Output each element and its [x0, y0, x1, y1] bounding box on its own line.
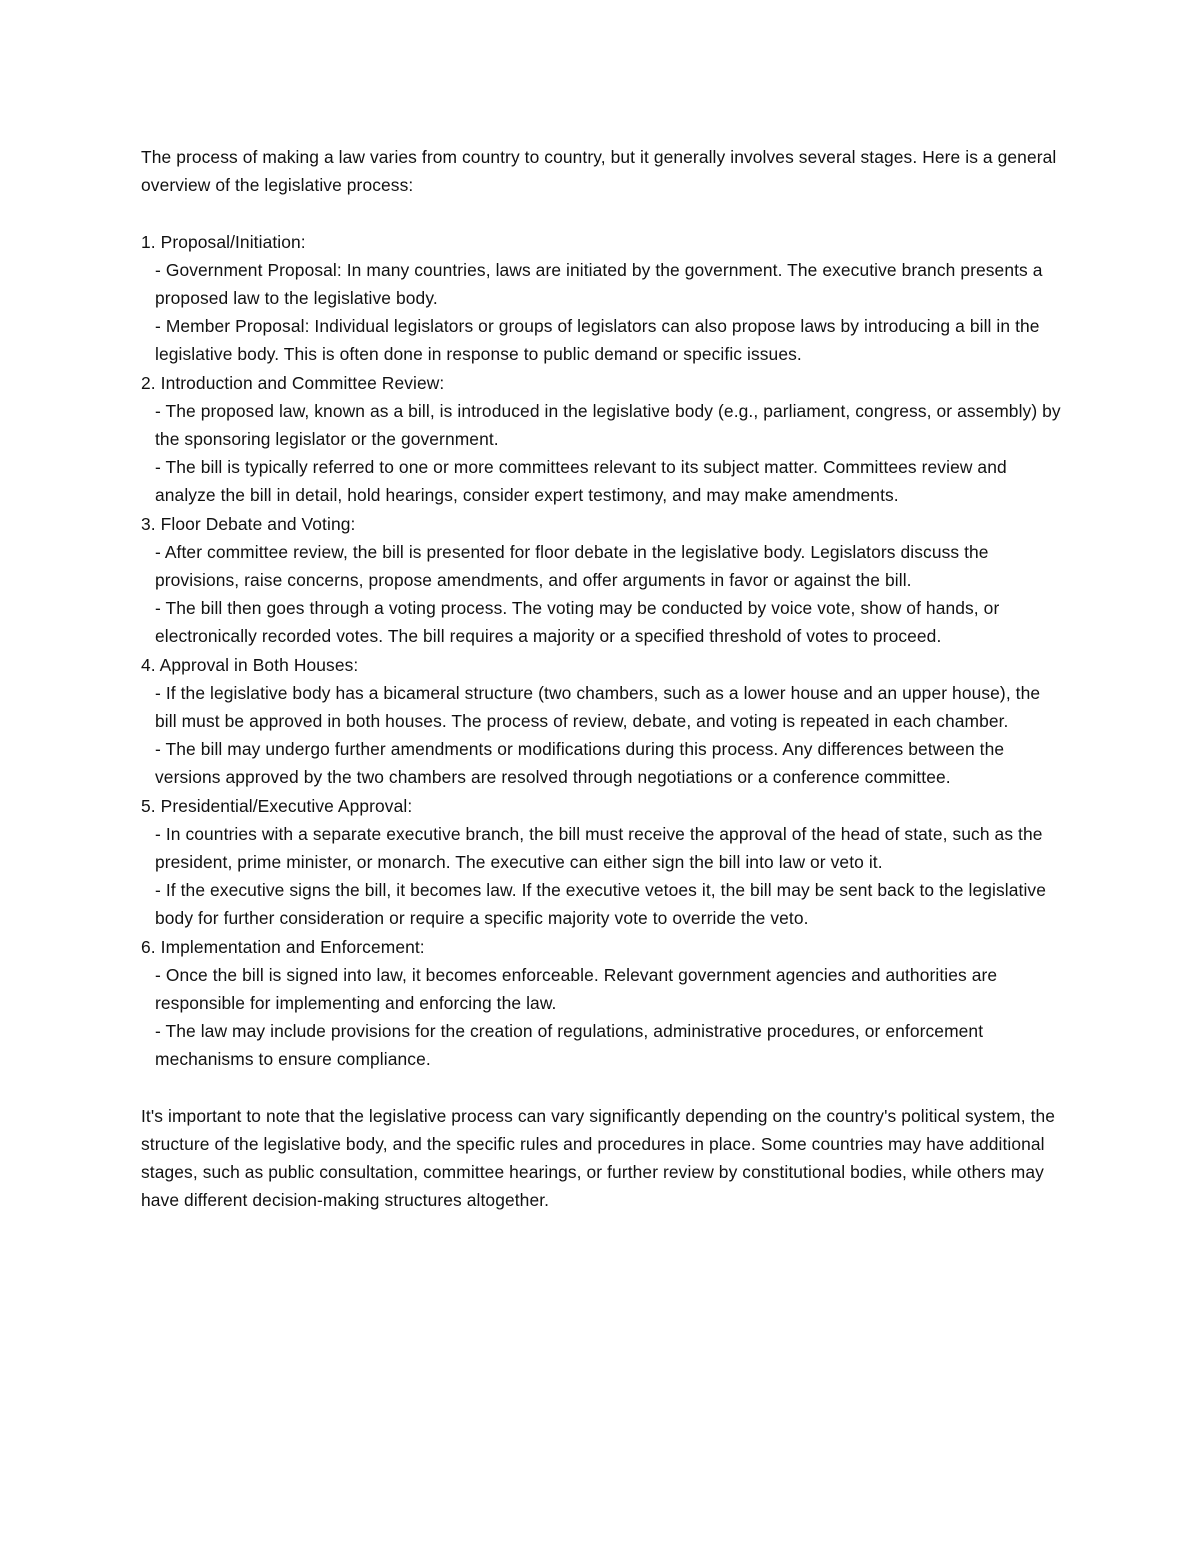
section-bullet: - The bill then goes through a voting process. The voting may be conducted by voice vote, show of hands, or electronically recorded votes. The bill requires a majority or a specified threshold of votes to proceed. — [155, 598, 1000, 647]
section-introduction-committee — [141, 369, 1061, 510]
intro-paragraph: The process of making a law varies from country to country, but it generally involves several stages. Here is a general overview of the legislative process: — [141, 147, 1057, 196]
section-approval-both-houses — [141, 651, 1061, 792]
section-heading: 6. Implementation and Enforcement: — [141, 936, 425, 957]
section-bullet: - Government Proposal: In many countries, laws are initiated by the government. The executive branch presents a proposed law to the legislative body. — [155, 259, 1043, 308]
paragraph-gap — [141, 199, 1061, 227]
section-bullet: - The proposed law, known as a bill, is introduced in the legislative body (e.g., parliament, congress, or assembly) by the sponsoring legislator or the government. — [155, 400, 1061, 450]
section-heading: 2. Introduction and Committee Review: — [141, 372, 445, 393]
section-executive-approval — [141, 792, 1061, 933]
section-heading: 3. Floor Debate and Voting: — [141, 513, 356, 534]
section-implementation — [141, 933, 1061, 1074]
section-bullet: - If the executive signs the bill, it becomes law. If the executive vetoes it, the bill may be sent back to the legislative body for further consideration or require a specific majority vote to override the veto. — [155, 880, 1046, 929]
section-bullet: - The bill may undergo further amendments or modifications during this process. Any differences between the versions approved by the two chambers are resolved through negotiations or a conference committee. — [155, 739, 1005, 788]
section-heading: 1. Proposal/Initiation: — [141, 231, 306, 252]
document-body — [141, 143, 1061, 1215]
section-heading: 4. Approval in Both Houses: — [141, 654, 359, 675]
section-bullet: - After committee review, the bill is presented for floor debate in the legislative body. Legislators discuss the provisions, raise concerns, propose amendments, and offer arguments in favor or against the bill. — [155, 541, 989, 591]
section-bullet: - The law may include provisions for the creation of regulations, administrative procedures, or enforcement mechanisms to ensure compliance. — [155, 1021, 984, 1070]
section-bullet: - Once the bill is signed into law, it becomes enforceable. Relevant government agencies and authorities are responsible for implementing and enforcing the law. — [155, 964, 998, 1014]
section-bullet: - In countries with a separate executive branch, the bill must receive the approval of the head of state, such as the president, prime minister, or monarch. The executive can either sign the bill into law or veto it. — [155, 823, 1043, 873]
section-floor-debate — [141, 510, 1061, 651]
conclusion-paragraph: It's important to note that the legislative process can vary significantly depending on the country's political system, the structure of the legislative body, and the specific rules and procedures in place. Some countries may have additional stages, such as public consultation, committee hearings, or further review by constitutional bodies, while others may have different decision-making structures altogether. — [141, 1105, 1056, 1211]
section-heading: 5. Presidential/Executive Approval: — [141, 795, 413, 816]
section-bullet: - The bill is typically referred to one or more committees relevant to its subject matter. Committees review and analyze the bill in detail, hold hearings, consider expert testimony, and may make amendments. — [155, 457, 1007, 506]
section-proposal — [141, 228, 1061, 369]
section-bullet: - Member Proposal: Individual legislators or groups of legislators can also propose laws by introducing a bill in the legislative body. This is often done in response to public demand or specific issues. — [155, 316, 1040, 365]
paragraph-gap — [141, 1074, 1061, 1102]
section-bullet: - If the legislative body has a bicameral structure (two chambers, such as a lower house and an upper house), the bill must be approved in both houses. The process of review, debate, and voting is repeated in each chamber. — [155, 682, 1041, 732]
